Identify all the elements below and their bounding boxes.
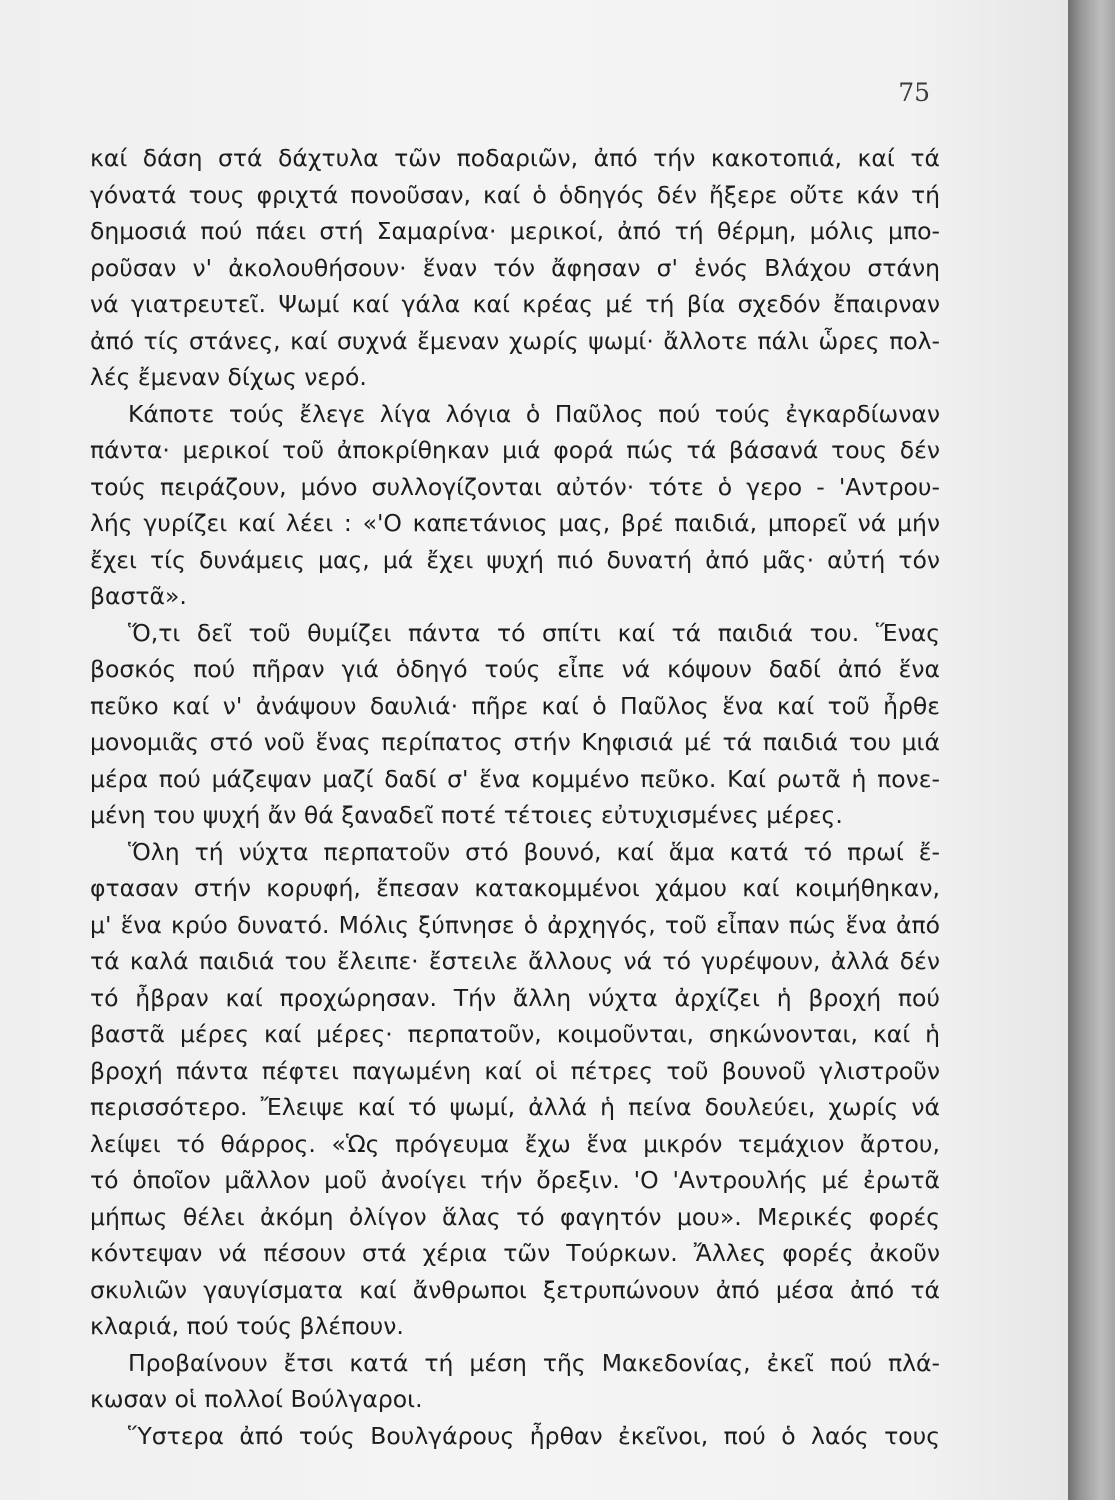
text-line: τούς πειράζουν, μόνο συλλογίζονται αὐτόν· τότε ὁ γερο - 'Αντρου-	[90, 472, 940, 501]
text-line: Κάποτε τούς ἔλεγε λίγα λόγια ὁ Παῦλος πού τούς ἐγκαρδίωναν	[128, 399, 940, 428]
text-line: τό ἦβραν καί προχώρησαν. Τήν ἄλλη νύχτα ἀρχίζει ἡ βροχή πού	[90, 983, 940, 1012]
page-number: 75	[898, 78, 930, 107]
text-line: νά γιατρευτεῖ. Ψωμί καί γάλα καί κρέας μέ τή βία σχεδόν ἔπαιρναν	[90, 290, 940, 318]
text-line: τά καλά παιδιά του ἔλειπε· ἔστειλε ἄλλους νά τό γυρέψουν, ἀλλά δέν	[90, 947, 940, 975]
text-line: μονομιᾶς στό νοῦ ἕνας περίπατος στήν Κηφισιά μέ τά παιδιά του μιά	[90, 728, 940, 756]
text-line: ἀπό τίς στάνες, καί συχνά ἔμεναν χωρίς ψωμί· ἄλλοτε πάλι ὧρες πολ-	[90, 326, 940, 355]
text-line: λείψει τό θάρρος. «Ὡς πρόγευμα ἔχω ἕνα μικρόν τεμάχιον ἄρτου,	[90, 1129, 940, 1158]
text-line: λής γυρίζει καί λέει : «'Ο καπετάνιος μας, βρέ παιδιά, μπορεῖ νά μήν	[90, 509, 940, 537]
text-line: κωσαν οἱ πολλοί Βούλγαροι.	[90, 1385, 423, 1413]
text-line: πάντα· μερικοί τοῦ ἀποκρίθηκαν μιά φορά πώς τά βάσανά τους δέν	[90, 436, 940, 464]
text-line: Ὅλη τή νύχτα περπατοῦν στό βουνό, καί ἅμα κατά τό πρωί ἔ-	[128, 837, 940, 866]
text-line: φτασαν στήν κορυφή, ἔπεσαν κατακομμένοι χάμου καί κοιμήθηκαν,	[90, 874, 940, 902]
text-line: δημοσιά πού πάει στή Σαμαρίνα· μερικοί, ἀπό τή θέρμη, μόλις μπο-	[90, 217, 940, 245]
text-line: ἔχει τίς δυνάμεις μας, μά ἔχει ψυχή πιό δυνατή ἀπό μᾶς· αὐτή τόν	[90, 545, 940, 574]
text-line: βροχή πάντα πέφτει παγωμένη καί οἱ πέτρες τοῦ βουνοῦ γλιστροῦν	[90, 1056, 940, 1085]
text-line: περισσότερο. Ἔλειψε καί τό ψωμί, ἀλλά ἡ πείνα δουλεύει, χωρίς νά	[90, 1093, 940, 1121]
text-line: μήπως θέλει ἀκόμη ὀλίγον ἅλας τό φαγητόν μου». Μερικές φορές	[90, 1202, 940, 1231]
text-line: μ' ἕνα κρύο δυνατό. Μόλις ξύπνησε ὁ ἀρχηγός, τοῦ εἶπαν πώς ἕνα ἀπό	[90, 910, 940, 939]
text-line: τό ὁποῖον μᾶλλον μοῦ ἀνοίγει τήν ὄρεξιν. 'Ο 'Αντρουλής μέ ἐρωτᾶ	[90, 1166, 940, 1194]
text-line: γόνατά τους φριχτά πονοῦσαν, καί ὁ ὁδηγός δέν ἤξερε οὔτε κάν τή	[90, 180, 940, 209]
text-line: Προβαίνουν ἔτσι κατά τή μέση τῆς Μακεδονίας, ἐκεῖ πού πλά-	[128, 1348, 940, 1377]
text-line: βαστᾶ».	[90, 582, 187, 610]
text-line: βοσκός πού πῆραν γιά ὁδηγό τούς εἶπε νά κόψουν δαδί ἀπό ἕνα	[90, 655, 940, 683]
text-line: βαστᾶ μέρες καί μέρες· περπατοῦν, κοιμοῦνται, σηκώνονται, καί ἡ	[90, 1020, 940, 1048]
text-line: ροῦσαν ν' ἀκολουθήσουν· ἕναν τόν ἄφησαν σ' ἑνός Βλάχου στάνη	[90, 253, 940, 282]
text-line: μένη του ψυχή ἄν θά ξαναδεῖ ποτέ τέτοιες εὐτυχισμένες μέρες.	[90, 801, 843, 829]
text-line: καί δάση στά δάχτυλα τῶν ποδαριῶν, ἀπό τήν κακοτοπιά, καί τά	[90, 144, 940, 172]
text-line: κόντεψαν νά πέσουν στά χέρια τῶν Τούρκων. Ἄλλες φορές ἀκοῦν	[90, 1239, 940, 1267]
body-text	[90, 140, 940, 1454]
text-line: πεῦκο καί ν' ἀνάψουν δαυλιά· πῆρε καί ὁ Παῦλος ἕνα καί τοῦ ἦρθε	[90, 691, 940, 720]
text-line: λές ἔμεναν δίχως νερό.	[90, 363, 367, 391]
text-line: μέρα πού μάζεψαν μαζί δαδί σ' ἕνα κομμένο πεῦκο. Καί ρωτᾶ ἡ πονε-	[90, 764, 940, 793]
page-edge	[1068, 0, 1115, 1500]
text-line: Ὕστερα ἀπό τούς Βουλγάρους ἦρθαν ἐκεῖνοι, πού ὁ λαός τους	[128, 1421, 940, 1450]
text-line: κλαριά, πού τούς βλέπουν.	[90, 1312, 404, 1340]
text-line: σκυλιῶν γαυγίσματα καί ἄνθρωποι ξετρυπώνουν ἀπό μέσα ἀπό τά	[90, 1275, 940, 1304]
text-line: Ὅ,τι δεῖ τοῦ θυμίζει πάντα τό σπίτι καί τά παιδιά του. Ἕνας	[128, 618, 940, 647]
